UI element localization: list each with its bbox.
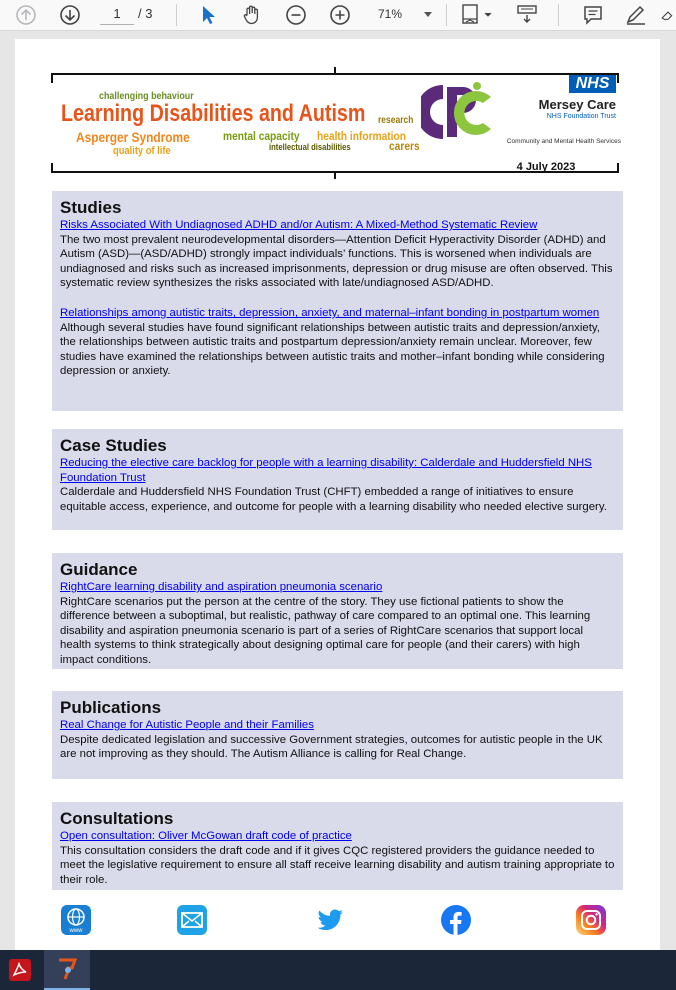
hand-tool-icon[interactable] xyxy=(239,3,265,27)
issue-date: 4 July 2023 xyxy=(516,161,576,173)
article-summary: This consultation considers the draft code and if it gives CQC registered providers the guidance needed to meet the legislative requirement to ensure all staff receive learning disability and autism training appropriate to their role. xyxy=(60,844,615,886)
article-summary: Calderdale and Huddersfield NHS Foundation Trust (CHFT) embedded a range of initiatives to ensure equitable access, experience, and outcome for people with a learning disability who needed elective surgery. xyxy=(60,486,607,513)
newsletter-banner xyxy=(51,67,619,177)
twitter-icon[interactable] xyxy=(315,905,345,935)
wordcloud-asperger: Asperger Syndrome xyxy=(76,129,190,145)
toolbar-divider xyxy=(558,4,559,26)
banner-center-tick xyxy=(334,171,336,179)
toolbar-divider xyxy=(176,4,177,26)
pdf-toolbar xyxy=(0,0,676,31)
wordcloud-carers: carers xyxy=(389,139,420,153)
section-consultations xyxy=(52,802,623,890)
pdf-page xyxy=(15,39,660,950)
trust-subtitle: NHS Foundation Trust xyxy=(546,113,616,120)
article-summary: Despite dedicated legislation and successive Government strategies, outcomes for autistic people in the UK are not improving as they should. The Autism Alliance is calling for Real Change. xyxy=(60,733,603,761)
section-title: Case Studies xyxy=(60,436,167,455)
highlight-pen-icon[interactable] xyxy=(623,3,649,27)
zoom-in-icon[interactable] xyxy=(328,3,352,27)
wordcloud-title: Learning Disabilities and Autism xyxy=(61,100,366,127)
section-guidance xyxy=(52,553,623,669)
wordcloud-research: research xyxy=(378,115,414,126)
cpc-logo xyxy=(421,81,493,143)
article-link[interactable]: Risks Associated With Undiagnosed ADHD and/or Autism: A Mixed-Method Systematic Review xyxy=(60,219,538,231)
banner-corner xyxy=(51,73,53,83)
eraser-icon[interactable] xyxy=(660,3,676,27)
toolbar-divider xyxy=(446,4,447,26)
banner-corner xyxy=(617,73,619,83)
app-taskbar-button[interactable] xyxy=(44,950,90,990)
chevron-down-icon xyxy=(424,12,432,17)
article-summary: RightCare scenarios put the person at the centre of the story. They use fictional patients to show the difference between a suboptimal, but realistic, pathway of care compared to an optimal one. This learning disability and aspiration pneumonia scenario is part of a series of RightCare scenarios that support local health systems to think strategically about designing optimal care for people (and their carers) with high impact conditions. xyxy=(60,595,591,666)
section-case-studies xyxy=(52,429,623,530)
wordcloud-mental: mental capacity xyxy=(223,129,300,143)
select-cursor-icon[interactable] xyxy=(196,3,220,27)
acrobat-taskbar-button[interactable] xyxy=(0,950,40,990)
zoom-out-icon[interactable] xyxy=(284,3,308,27)
spacer xyxy=(60,291,615,305)
article-link[interactable]: Real Change for Autistic People and their Families xyxy=(60,719,314,731)
article-link[interactable]: Reducing the elective care backlog for people with a learning disability: Calderdale and Huddersfield NHS Foundation Trust xyxy=(60,457,592,484)
article-summary: The two most prevalent neurodevelopmental disorders—Attention Deficit Hyperactivity Disorder (ADHD) and Autism (ASD)—(ASD/ADHD) strongly impact individuals’ functions. This is worsened when individuals are undiagnosed and risks such as increased imprisonments, depression or drug misuse are often observed. This systematic review synthesizes the risks associated with late/undiagnosed ASD/ADHD. xyxy=(60,233,613,290)
website-icon[interactable] xyxy=(61,905,91,935)
next-page-icon[interactable] xyxy=(58,3,82,27)
section-publications xyxy=(52,691,623,779)
section-studies xyxy=(52,191,623,411)
wordcloud-challenging: challenging behaviour xyxy=(99,90,194,102)
document-viewport[interactable] xyxy=(0,31,676,950)
banner-corner xyxy=(51,163,53,173)
wordcloud-quality: quality of life xyxy=(113,145,171,157)
section-title: Studies xyxy=(60,198,122,217)
email-icon[interactable] xyxy=(177,905,207,935)
article-summary: Although several studies have found significant relationships between autistic traits and depression/anxiety, the relationships between autistic traits and postpartum depression/anxiety remain unclear. Moreover, few studies have examined the relationships between autistic traits and mother–infant bonding while considering depression or anxiety. xyxy=(60,321,605,378)
previous-page-icon[interactable] xyxy=(14,3,38,27)
acrobat-icon xyxy=(9,959,31,981)
facebook-icon[interactable] xyxy=(441,905,471,935)
zoom-select[interactable] xyxy=(378,4,438,24)
instagram-icon[interactable] xyxy=(576,905,606,935)
comment-icon[interactable] xyxy=(580,3,606,27)
page-total: / 3 xyxy=(138,6,153,21)
wordcloud-health: health information xyxy=(317,129,406,143)
section-title: Guidance xyxy=(60,560,138,579)
nhs-logo: NHS xyxy=(569,75,616,93)
app-icon xyxy=(56,957,78,981)
article-link[interactable]: RightCare learning disability and aspiration pneumonia scenario xyxy=(60,581,383,593)
banner-center-tick xyxy=(334,67,336,75)
banner-corner xyxy=(617,163,619,173)
trust-name: Mersey Care xyxy=(538,97,616,112)
taskbar xyxy=(0,950,676,990)
zoom-value: 71% xyxy=(378,7,403,21)
fit-page-icon[interactable] xyxy=(458,3,494,27)
page-number-input[interactable]: 1 xyxy=(100,4,134,25)
wordcloud-intellectual: intellectual disabilities xyxy=(269,142,351,152)
article-link[interactable]: Open consultation: Oliver McGowan draft code of practice xyxy=(60,830,352,842)
trust-services: Community and Mental Health Services xyxy=(506,138,621,145)
section-title: Publications xyxy=(60,698,162,717)
article-link[interactable]: Relationships among autistic traits, depression, anxiety, and maternal–infant bonding in postpartum women xyxy=(60,306,600,319)
page-view-icon[interactable] xyxy=(512,3,542,27)
website-icon-label: www xyxy=(69,928,83,934)
section-title: Consultations xyxy=(60,809,174,828)
